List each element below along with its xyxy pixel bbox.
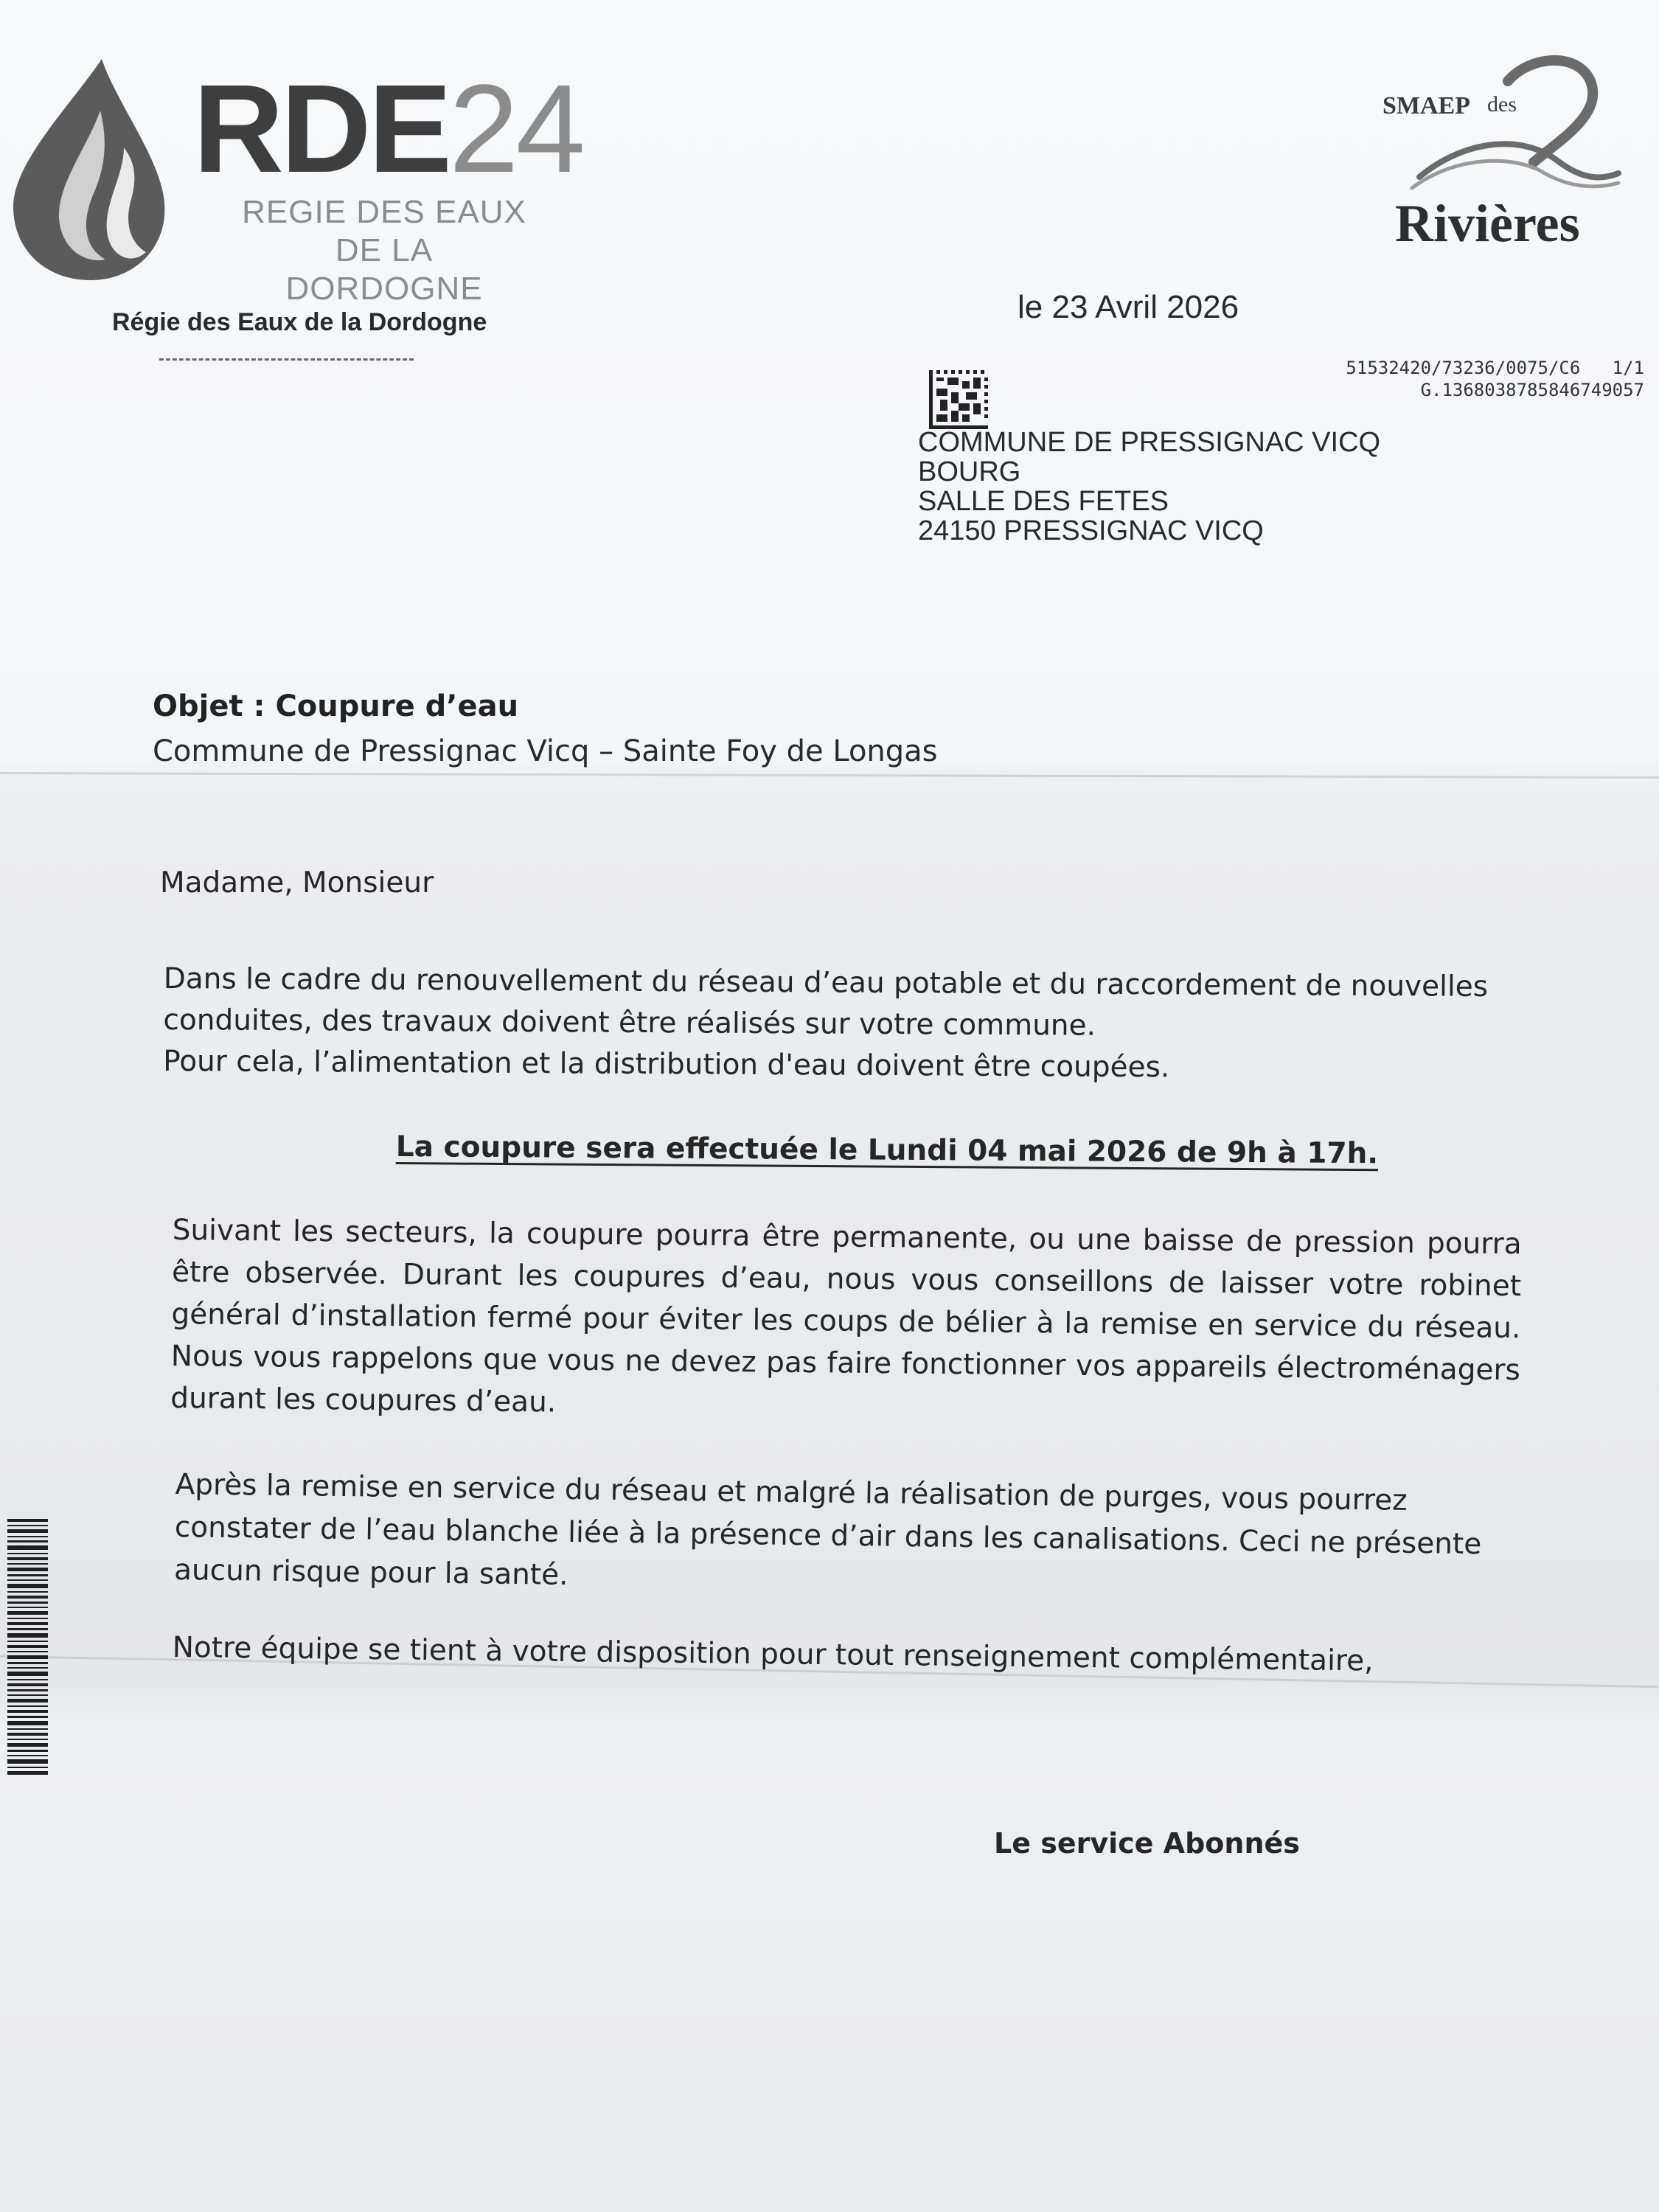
recipient-line1: COMMUNE DE PRESSIGNAC VICQ xyxy=(918,427,1381,458)
paper-fold xyxy=(0,772,1659,779)
datamatrix-code-icon xyxy=(929,370,988,429)
sender-divider xyxy=(159,358,414,361)
rde24-subtitle-line2: DE LA DORDOGNE xyxy=(285,232,483,307)
rde24-subtitle xyxy=(233,193,535,308)
sender-name: Régie des Eaux de la Dordogne xyxy=(112,308,487,336)
rde-text: RDE xyxy=(193,59,449,199)
paragraph-intro xyxy=(163,959,1543,1091)
paragraph-advice: Suivant les secteurs, la coupure pourra être permanente, ou une baisse de pression pourra être observée. Durant les coupures d’eau, nous vous conseillons de laisser votre robinet général d’installation fermé pour éviter les coups de bélier à la remise en service du réseau. Nous vous rappelons que vous ne devez pas faire fonctionner vos appareils électroménagers durant les coupures d’eau. xyxy=(170,1213,1522,1419)
side-barcode-icon xyxy=(7,1519,48,1777)
smaep-label: SMAEP xyxy=(1382,92,1470,119)
rde24-wordmark xyxy=(193,59,583,199)
signature: Le service Abonnés xyxy=(994,1827,1300,1860)
reference-line2: G.1368038785846749057 xyxy=(1420,380,1644,400)
reference-line1: 51532420/73236/0075/C6 1/1 xyxy=(1346,358,1644,378)
rivieres-label: Rivières xyxy=(1395,194,1580,253)
paragraph-intro-line1: Dans le cadre du renouvellement du réseau d’eau potable et du raccordement de nouvelles conduites, des travaux doivent être réalisés sur votre commune. xyxy=(163,961,1489,1043)
letter-date: le 23 Avril 2026 xyxy=(1018,289,1239,325)
outage-date-notice: La coupure sera effectuée le Lundi 04 mai 2026 de 9h à 17h. xyxy=(395,1130,1379,1171)
recipient-address xyxy=(918,428,1380,546)
recipient-line2: BOURG xyxy=(918,456,1021,487)
subject-commune: Commune de Pressignac Vicq – Sainte Foy de Longas xyxy=(153,734,938,768)
smaep-des-label: des xyxy=(1487,92,1517,116)
recipient-line3: SALLE DES FETES xyxy=(918,486,1169,517)
paragraph-closing: Notre équipe se tient à votre disposition pour tout renseignement complémentaire, xyxy=(172,1631,1374,1678)
rde24-subtitle-line1: REGIE DES EAUX xyxy=(242,194,526,230)
paragraph-white-water: Après la remise en service du réseau et malgré la réalisation de purges, vous pourrez constater de l’eau blanche liée à la présence d’air dans les canalisations. Ceci ne présente aucun risque pour la santé. xyxy=(173,1467,1482,1592)
recipient-line4: 24150 PRESSIGNAC VICQ xyxy=(918,515,1264,546)
two-rivers-logo-icon xyxy=(1397,52,1633,206)
rde-number: 24 xyxy=(448,59,583,199)
subject-line: Objet : Coupure d’eau xyxy=(153,689,519,723)
salutation: Madame, Monsieur xyxy=(160,866,434,900)
paragraph-intro-line2: Pour cela, l’alimentation et la distribution d'eau doivent être coupées. xyxy=(163,1044,1170,1085)
reference-block xyxy=(1305,357,1644,401)
water-drop-logo-icon xyxy=(13,59,168,280)
